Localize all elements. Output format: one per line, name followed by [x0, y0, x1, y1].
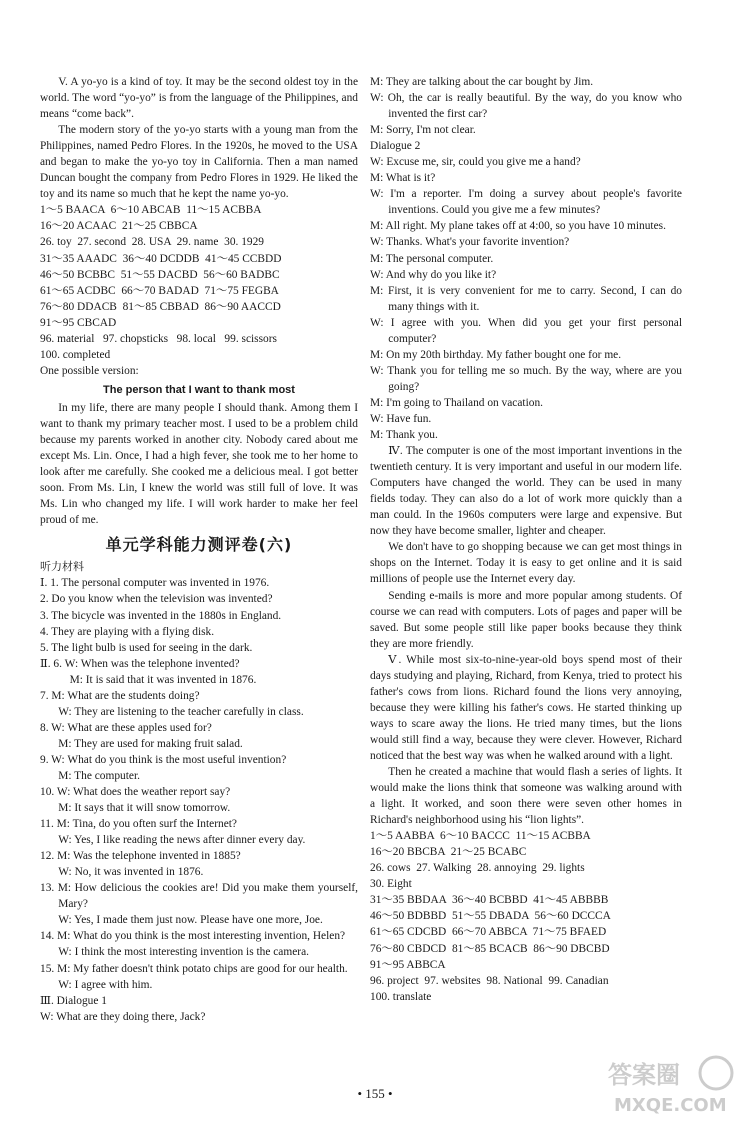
listening-line: 7. M: What are the students doing?	[40, 689, 200, 702]
passage-v-paragraph-2: The modern story of the yo-yo starts with a young man from the Philippines, named Pedro Flores. In the 1920s, he moved to the USA and began to make the yo-yo toy in California. Then a man named Duncan bought the company from Pedro Flores in 1929. He liked the toy and its name so much that he kept the name yo-yo.	[40, 124, 358, 201]
page-number: • 155 •	[357, 1086, 393, 1101]
dialogue-line: Dialogue 2	[370, 140, 421, 153]
listening-line: 3. The bicycle was invented in the 1880s in England.	[40, 609, 282, 622]
listening-line: 9. W: What do you think is the most useful invention?	[40, 753, 287, 766]
section-title: 单元学科能力测评卷(六)	[105, 535, 293, 555]
dialogue-script	[370, 74, 682, 443]
answer-line: 91～95 CBCAD	[40, 316, 117, 329]
listening-heading: 听力材料	[40, 560, 84, 574]
dialogue-line: M: First, it is very convenient for me to carry. Second, I can do many things with it.	[370, 284, 682, 313]
dialogue-line: W: Oh, the car is really beautiful. By the way, do you know who invented the first car?	[370, 92, 682, 121]
listening-script	[40, 575, 358, 1024]
answer-line: 96. material 97. chopsticks 98. local 99. scissors	[40, 332, 277, 345]
left-column	[40, 74, 358, 1025]
listening-line: M: It is said that it was invented in 1876.	[69, 673, 257, 686]
listening-line: Ⅱ. 6. W: When was the telephone invented?	[40, 657, 240, 670]
passage-iv-paragraph: Sending e-mails is more and more popular among students. Of course we can read with computers. Lots of pages and paper will be saved. But some people still like paper books because they think they are more friendly.	[370, 589, 682, 650]
dialogue-line: M: They are talking about the car bought by Jim.	[370, 76, 594, 88]
listening-line: Ⅰ. 1. The personal computer was invented in 1976.	[40, 577, 270, 590]
answer-line: 26. toy 27. second 28. USA 29. name 30. 1929	[40, 236, 265, 249]
dialogue-line: M: Sorry, I'm not clear.	[370, 124, 476, 137]
answer-line: 100. completed	[40, 348, 111, 361]
watermark-text-cn: 答案圈	[608, 1061, 680, 1089]
dialogue-line: W: Excuse me, sir, could you give me a hand?	[370, 156, 581, 169]
dialogue-line: M: All right. My plane takes off at 4:00, so you have 10 minutes.	[370, 220, 666, 233]
dialogue-line: M: The personal computer.	[370, 252, 494, 265]
listening-line: M: They are used for making fruit salad.	[58, 737, 243, 750]
dialogue-line: W: Thank you for telling me so much. By the way, where are you going?	[370, 364, 682, 393]
watermark-text-url: MXQE.COM	[614, 1095, 727, 1116]
passage-iv-paragraph: We don't have to go shopping because we can get most things in shops on the Internet. Today it is easy to get online and it is said millions of people use the Internet every day.	[370, 541, 682, 586]
passage-iv	[370, 443, 682, 652]
listening-line: 4. They are playing with a flying disk.	[40, 625, 215, 638]
listening-line: 11. M: Tina, do you often surf the Internet?	[40, 818, 237, 831]
listening-line: Ⅲ. Dialogue 1	[40, 994, 107, 1007]
dialogue-line: W: Have fun.	[370, 412, 432, 425]
listening-line: 10. W: What does the weather report say?	[40, 786, 231, 799]
answer-line: 16～20 ACAAC 21～25 CBBCA	[40, 220, 198, 233]
passage-v	[370, 652, 682, 829]
right-column	[370, 74, 682, 1005]
watermark-logo	[604, 1049, 742, 1119]
listening-line: 2. Do you know when the television was invented?	[40, 593, 273, 606]
listening-line: M: The computer.	[58, 769, 140, 782]
answer-line: 100. translate	[370, 990, 432, 1003]
dialogue-line: W: And why do you like it?	[370, 268, 497, 281]
answer-key-unit-6	[370, 828, 682, 1005]
listening-line: W: What are they doing there, Jack?	[40, 1010, 206, 1023]
dialogue-line: M: I'm going to Thailand on vacation.	[370, 396, 543, 409]
listening-line: 5. The light bulb is used for seeing in the dark.	[40, 641, 253, 654]
listening-line: W: I agree with him.	[58, 978, 153, 991]
one-possible-version-label: One possible version:	[40, 364, 139, 377]
listening-line: 12. M: Was the telephone invented in 1885?	[40, 850, 241, 863]
answer-line: 46～50 BDBBD 51～55 DBADA 56～60 DCCCA	[370, 910, 611, 923]
answer-key-unit-5	[40, 202, 358, 362]
answer-line: 31～35 AAADC 36～40 DCDDB 41～45 CCBDD	[40, 252, 282, 265]
listening-line: W: No, it was invented in 1876.	[58, 866, 204, 879]
answer-line: 61～65 CDCBD 66～70 ABBCA 71～75 BFAED	[370, 926, 607, 939]
answer-line: 96. project 97. websites 98. National 99. Canadian	[370, 974, 609, 987]
listening-line: M: It says that it will snow tomorrow.	[58, 802, 231, 815]
answer-line: 30. Eight	[370, 878, 412, 891]
essay-title: The person that I want to thank most	[103, 383, 295, 396]
listening-line: W: They are listening to the teacher carefully in class.	[58, 705, 304, 718]
answer-line: 26. cows 27. Walking 28. annoying 29. lights	[370, 862, 585, 875]
answer-line: 1～5 AABBA 6～10 BACCC 11～15 ACBBA	[370, 830, 591, 843]
passage-v-paragraph: Then he created a machine that would flash a series of lights. It would make the lions think that someone was walking around with a light. It worked, and soon there were seven other homes in Richard's neighborhood using his “lion lights”.	[370, 766, 682, 827]
listening-line: 15. M: My father doesn't think potato chips are good for our health.	[40, 962, 348, 975]
dialogue-line: W: Thanks. What's your favorite invention?	[370, 236, 570, 249]
answer-line: 76～80 DDACB 81～85 CBBAD 86～90 AACCD	[40, 300, 281, 313]
passage-v-paragraph: Ⅴ. While most six-to-nine-year-old boys spend most of their days studying and playing, Richard, from Kenya, tried to protect his father's cows from lions. Richard found the lions very annoying, because they were killing his father's cows. He started thinking up ways to scare away the lions. He tried many times, but the lions would still find a way, because they were clever. However, Richard noticed that the best way was when he walked around with a light.	[370, 653, 682, 762]
answer-line: 76～80 CBDCD 81～85 BCACB 86～90 DBCBD	[370, 942, 610, 955]
essay-body: In my life, there are many people I should thank. Among them I want to thank my primary teacher most. I used to be a problem child because my parents worked in another city. Nobody cared about me except Ms. Lin. Once, I had a high fever, she took me to her home to look after me carefully. She cooked me a delicious meal. I got better soon. From Ms. Lin, I knew the world was still full of love. It was Ms. Lin who changed my life. I will work harder to make her feel proud of me.	[40, 401, 358, 527]
listening-line: 8. W: What are these apples used for?	[40, 721, 212, 734]
listening-line: W: Yes, I like reading the news after dinner every day.	[58, 834, 306, 847]
listening-line: 13. M: How delicious the cookies are! Did you make them yourself, Mary?	[40, 882, 358, 911]
passage-v-paragraph-1: V. A yo-yo is a kind of toy. It may be the second oldest toy in the world. The word “yo-yo” is from the language of the Philippines, and means “come back”.	[40, 76, 358, 121]
listening-line: W: Yes, I made them just now. Please have one more, Joe.	[58, 914, 323, 927]
answer-line: 1～5 BAACA 6～10 ABCAB 11～15 ACBBA	[40, 204, 262, 217]
listening-line: 14. M: What do you think is the most interesting invention, Helen?	[40, 930, 346, 943]
answer-line: 61～65 ACDBC 66～70 BADAD 71～75 FEGBA	[40, 284, 279, 297]
dialogue-line: M: Thank you.	[370, 429, 438, 442]
listening-line: W: I think the most interesting invention is the camera.	[58, 946, 309, 959]
answer-line: 31～35 BBDAA 36～40 BCBBD 41～45 ABBBB	[370, 894, 609, 907]
dialogue-line: W: I agree with you. When did you get your first personal computer?	[370, 316, 682, 345]
dialogue-line: M: What is it?	[370, 172, 436, 185]
passage-iv-paragraph: Ⅳ. The computer is one of the most important inventions in the twentieth century. It is very important and useful in our modern life. Computers have changed the world. They can be used in many fields today. They can also do a lot of work more quickly than a man could. In the 1960s computers were large and expensive. But now they have become smaller, lighter and cheaper.	[370, 445, 682, 538]
answer-line: 16～20 BBCBA 21～25 BCABC	[370, 846, 527, 859]
dialogue-line: M: On my 20th birthday. My father bought one for me.	[370, 348, 622, 361]
answer-line: 46～50 BCBBC 51～55 DACBD 56～60 BADBC	[40, 268, 280, 281]
dialogue-line: W: I'm a reporter. I'm doing a survey about people's favorite inventions. Could you give me a few minutes?	[370, 188, 682, 217]
answer-line: 91～95 ABBCA	[370, 958, 446, 971]
